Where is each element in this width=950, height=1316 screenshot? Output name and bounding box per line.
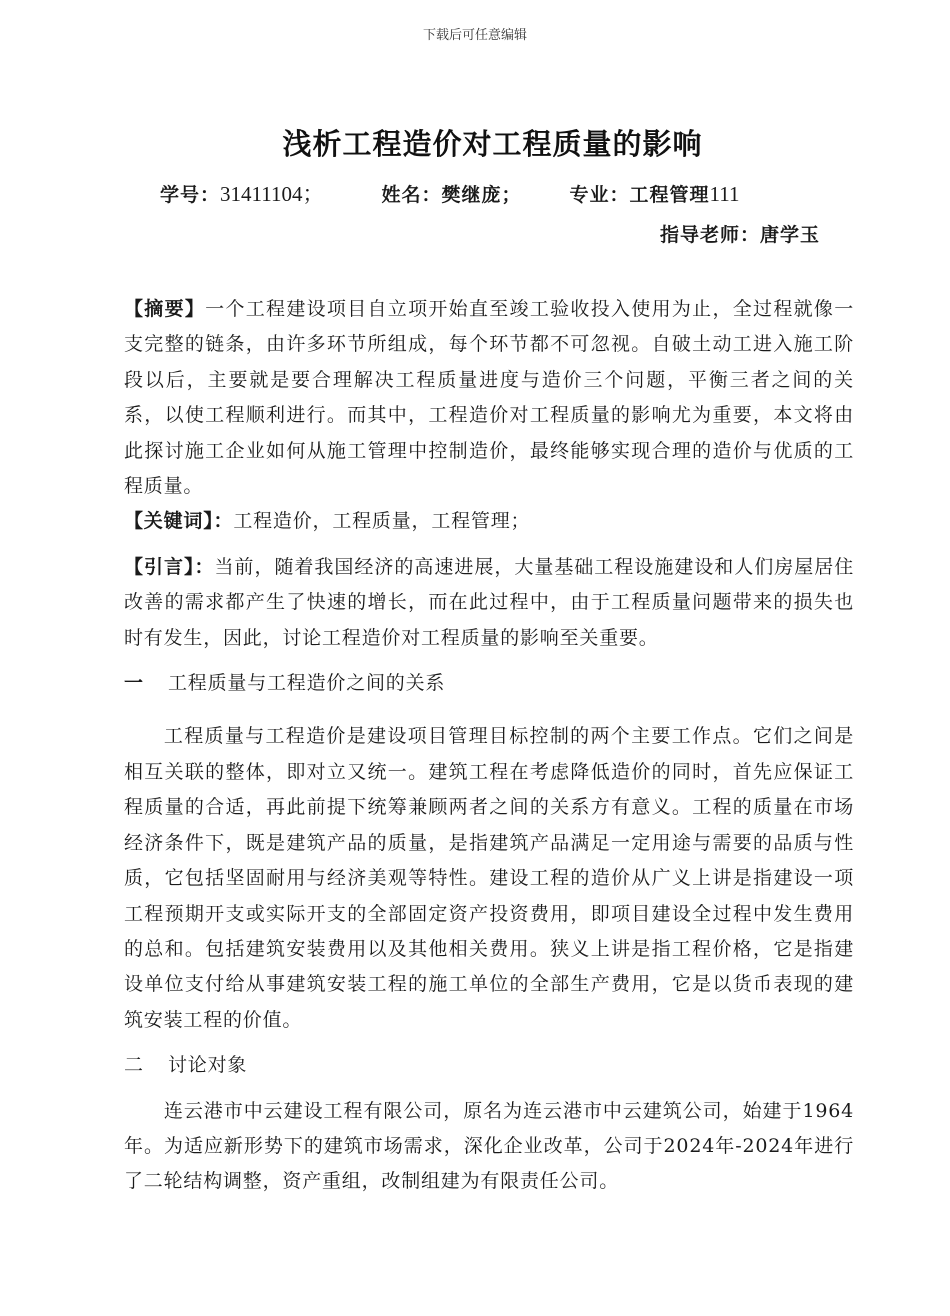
keywords-paragraph bbox=[124, 504, 854, 539]
student-id: 31411104； bbox=[220, 182, 324, 206]
major-class: 111 bbox=[709, 182, 740, 206]
section-1-heading bbox=[124, 666, 854, 701]
advisor-line bbox=[660, 220, 820, 247]
section-1-number: 一 bbox=[124, 672, 144, 695]
name-label: 姓名： bbox=[381, 184, 442, 206]
section-1-title: 工程质量与工程造价之间的关系 bbox=[168, 672, 446, 695]
major-label: 专业： bbox=[569, 184, 630, 206]
intro-paragraph bbox=[124, 550, 854, 656]
intro-label: 【引言】： bbox=[124, 555, 215, 578]
section-2-heading bbox=[124, 1048, 854, 1083]
major-name: 工程管理 bbox=[629, 184, 710, 206]
abstract-paragraph bbox=[124, 292, 854, 504]
author-name: 樊继庞； bbox=[441, 184, 522, 206]
section-2-title: 讨论对象 bbox=[168, 1054, 248, 1077]
abstract-text: 一个工程建设项目自立项开始直至竣工验收投入使用为止，全过程就像一支完整的链条，由许多环节所组成，每个环节都不可忽视。自破土动工进入施工阶段以后，主要就是要合理解决工程质量进度与造价三个问题，平衡三者之间的关系，以使工程顺利进行。而其中，工程造价对工程质量的影响尤为重要，本文将由此探讨施工企业如何从施工管理中控制造价，最终能够实现合理的造价与优质的工程质量。 bbox=[124, 298, 854, 498]
keywords-label: 【关键词】： bbox=[124, 510, 234, 533]
page-header-note: 下载后可任意编辑 bbox=[422, 28, 527, 43]
abstract-label: 【摘要】 bbox=[124, 298, 206, 320]
section-2-paragraph: 连云港市中云建设工程有限公司，原名为连云港市中云建筑公司，始建于1964年。为适应新形势下的建筑市场需求，深化企业改革，公司于2024年-2024年进行了二轮结构调整，资产重组，改制组建为有限责任公司。 bbox=[124, 1099, 854, 1193]
advisor-label: 指导老师： bbox=[659, 224, 760, 246]
student-id-label: 学号： bbox=[160, 184, 221, 206]
document-title: 浅析工程造价对工程质量的影响 bbox=[282, 127, 703, 161]
author-info-line bbox=[160, 178, 739, 208]
keywords-text: 工程造价，工程质量，工程管理； bbox=[233, 510, 531, 533]
section-2-number: 二 bbox=[124, 1054, 144, 1077]
document-body bbox=[124, 292, 854, 1200]
advisor-name: 唐学玉 bbox=[759, 224, 820, 246]
section-1-paragraph: 工程质量与工程造价是建设项目管理目标控制的两个主要工作点。它们之间是相互关联的整体，即对立又统一。建筑工程在考虑降低造价的同时，首先应保证工程质量的合适，再此前提下统筹兼顾两者之间的关系方有意义。工程的质量在市场经济条件下，既是建筑产品的质量，是指建筑产品满足一定用途与需要的品质与性质，它包括坚固耐用与经济美观等特性。建设工程的造价从广义上讲是指建设一项工程预期开支或实际开支的全部固定资产投资费用，即项目建设全过程中发生费用的总和。包括建筑安装费用以及其他相关费用。狭义上讲是指工程价格，它是指建设单位支付给从事建筑安装工程的施工单位的全部生产费用，它是以货币表现的建筑安装工程的价值。 bbox=[124, 725, 854, 1031]
intro-text: 当前，随着我国经济的高速进展，大量基础工程设施建设和人们房屋居住改善的需求都产生了快速的增长，而在此过程中，由于工程质量问题带来的损失也时有发生，因此，讨论工程造价对工程质量的影响至关重要。 bbox=[124, 555, 854, 649]
